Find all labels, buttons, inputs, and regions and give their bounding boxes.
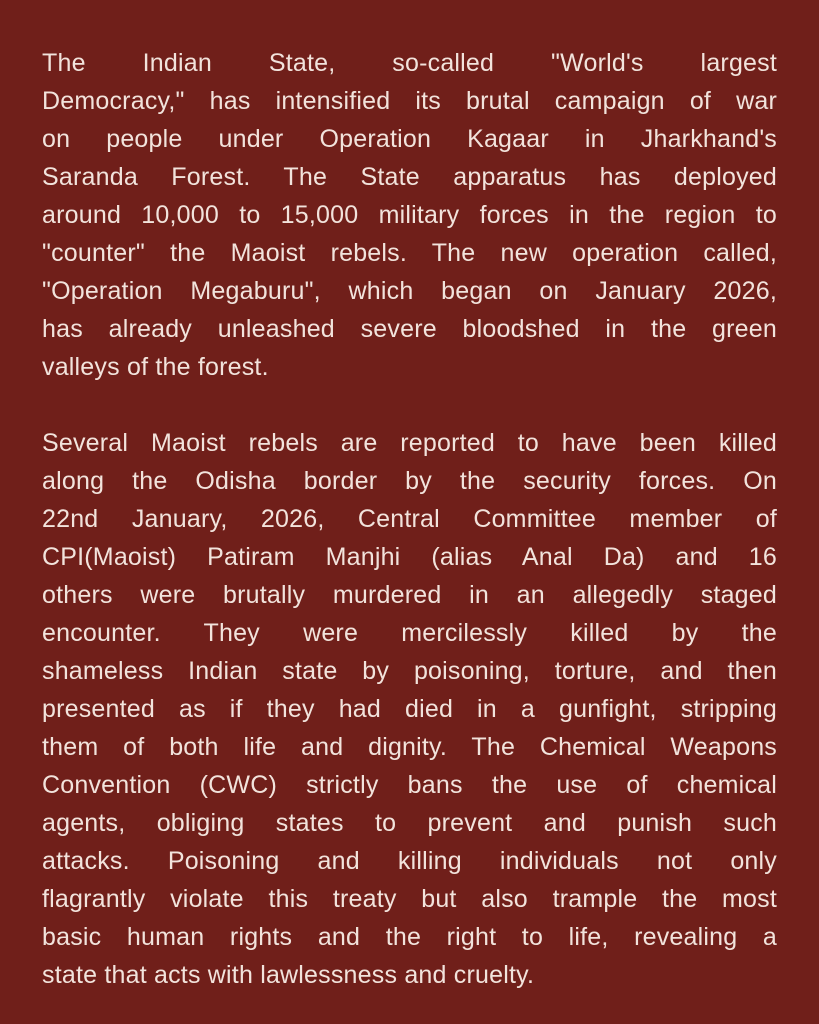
paragraph-1 [42,44,777,386]
text-line: flagrantly violate this treaty but also trample the most [42,885,777,913]
text-line: along the Odisha border by the security forces. On [42,467,777,495]
text-content [42,44,777,994]
text-line: state that acts with lawlessness and cruelty. [42,961,535,989]
text-line: around 10,000 to 15,000 military forces in the region to [42,201,777,229]
text-line: has already unleashed severe bloodshed in the green [42,315,777,343]
text-line: Democracy," has intensified its brutal campaign of war [42,87,777,115]
text-line: "Operation Megaburu", which began on January 2026, [42,277,777,305]
text-line: agents, obliging states to prevent and punish such [42,809,777,837]
text-line: attacks. Poisoning and killing individuals not only [42,847,777,875]
text-line: encounter. They were mercilessly killed by the [42,619,777,647]
text-line: them of both life and dignity. The Chemical Weapons [42,733,777,761]
text-line: The Indian State, so-called "World's largest [42,49,777,77]
text-line: 22nd January, 2026, Central Committee member of [42,505,777,533]
text-line: on people under Operation Kagaar in Jharkhand's [42,125,777,153]
text-line: basic human rights and the right to life, revealing a [42,923,777,951]
text-line: Several Maoist rebels are reported to have been killed [42,429,777,457]
paragraph-2 [42,424,777,994]
text-line: "counter" the Maoist rebels. The new operation called, [42,239,777,267]
text-line: others were brutally murdered in an allegedly staged [42,581,777,609]
text-line: shameless Indian state by poisoning, torture, and then [42,657,777,685]
text-line: valleys of the forest. [42,353,269,381]
text-line: CPI(Maoist) Patiram Manjhi (alias Anal Da) and 16 [42,543,777,571]
text-line: presented as if they had died in a gunfight, stripping [42,695,777,723]
text-line: Saranda Forest. The State apparatus has deployed [42,163,777,191]
text-line: Convention (CWC) strictly bans the use of chemical [42,771,777,799]
